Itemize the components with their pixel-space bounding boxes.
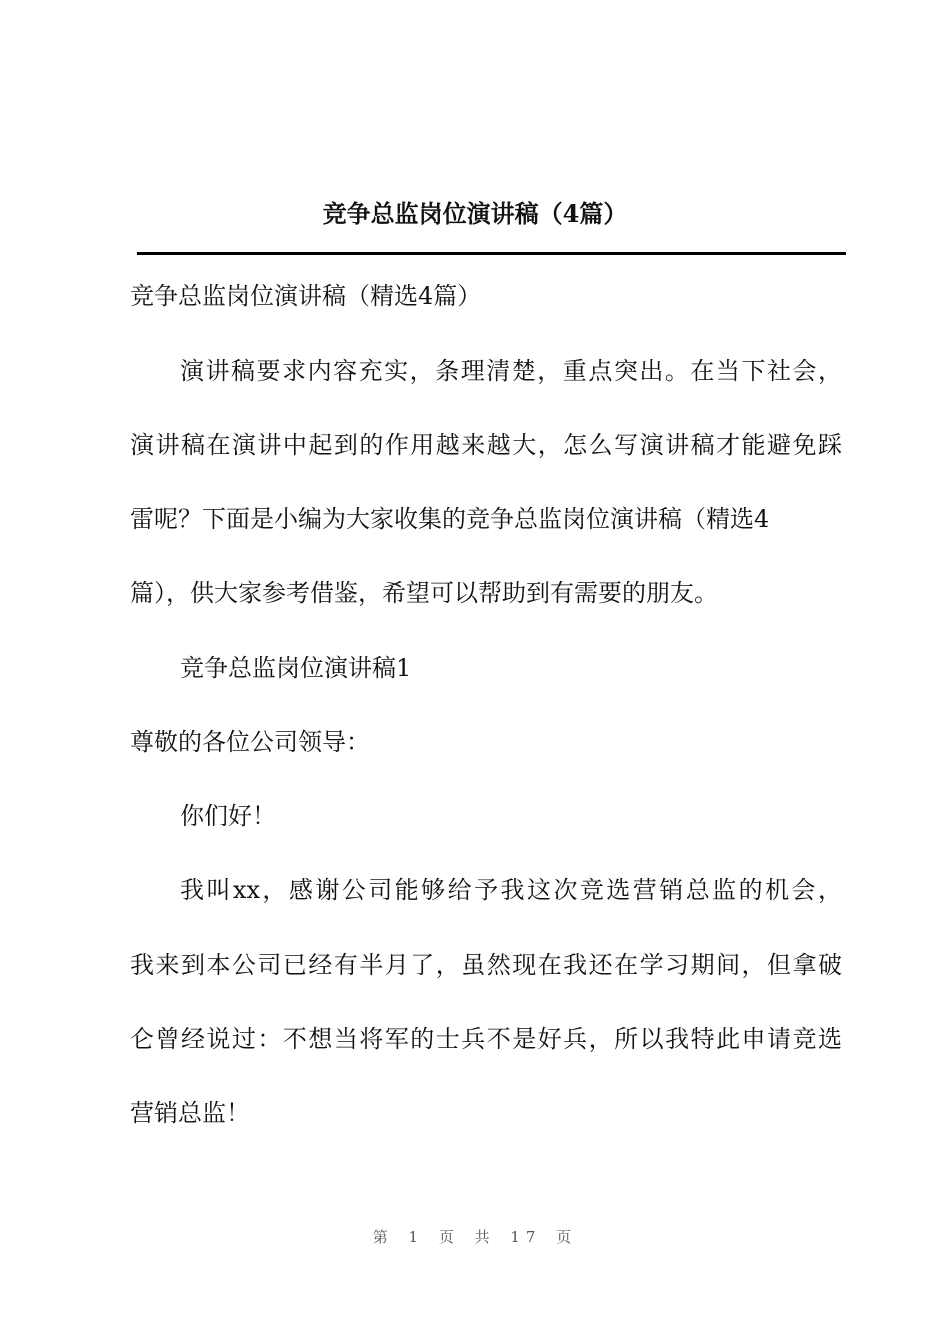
paragraph-line-4: 营销总监！	[130, 1099, 250, 1127]
greeting: 你们好！	[180, 802, 276, 830]
subtitle-line: 竞争总监岗位演讲稿（精选4篇）	[130, 282, 482, 310]
document-title: 竞争总监岗位演讲稿（4篇）	[322, 199, 628, 228]
intro-line-2: 演讲稿在演讲中起到的作用越来越大，怎么写演讲稿才能避免踩	[130, 431, 842, 459]
paragraph-line-3: 仑曾经说过：不想当将军的士兵不是好兵，所以我特此申请竞选	[130, 1025, 842, 1053]
intro-line-1: 演讲稿要求内容充实，条理清楚，重点突出。在当下社会，	[180, 357, 842, 385]
page-number-footer: 第 1 页 共 17 页	[372, 1228, 578, 1246]
title-divider	[137, 252, 846, 255]
intro-line-4: 篇），供大家参考借鉴，希望可以帮助到有需要的朋友。	[130, 579, 718, 607]
intro-line-3: 雷呢？下面是小编为大家收集的竞争总监岗位演讲稿（精选4	[130, 505, 770, 533]
section-heading: 竞争总监岗位演讲稿1	[180, 654, 412, 682]
paragraph-line-2: 我来到本公司已经有半月了，虽然现在我还在学习期间，但拿破	[130, 951, 842, 979]
paragraph-line-1: 我叫xx，感谢公司能够给予我这次竞选营销总监的机会，	[180, 876, 842, 904]
salutation: 尊敬的各位公司领导：	[130, 728, 370, 756]
